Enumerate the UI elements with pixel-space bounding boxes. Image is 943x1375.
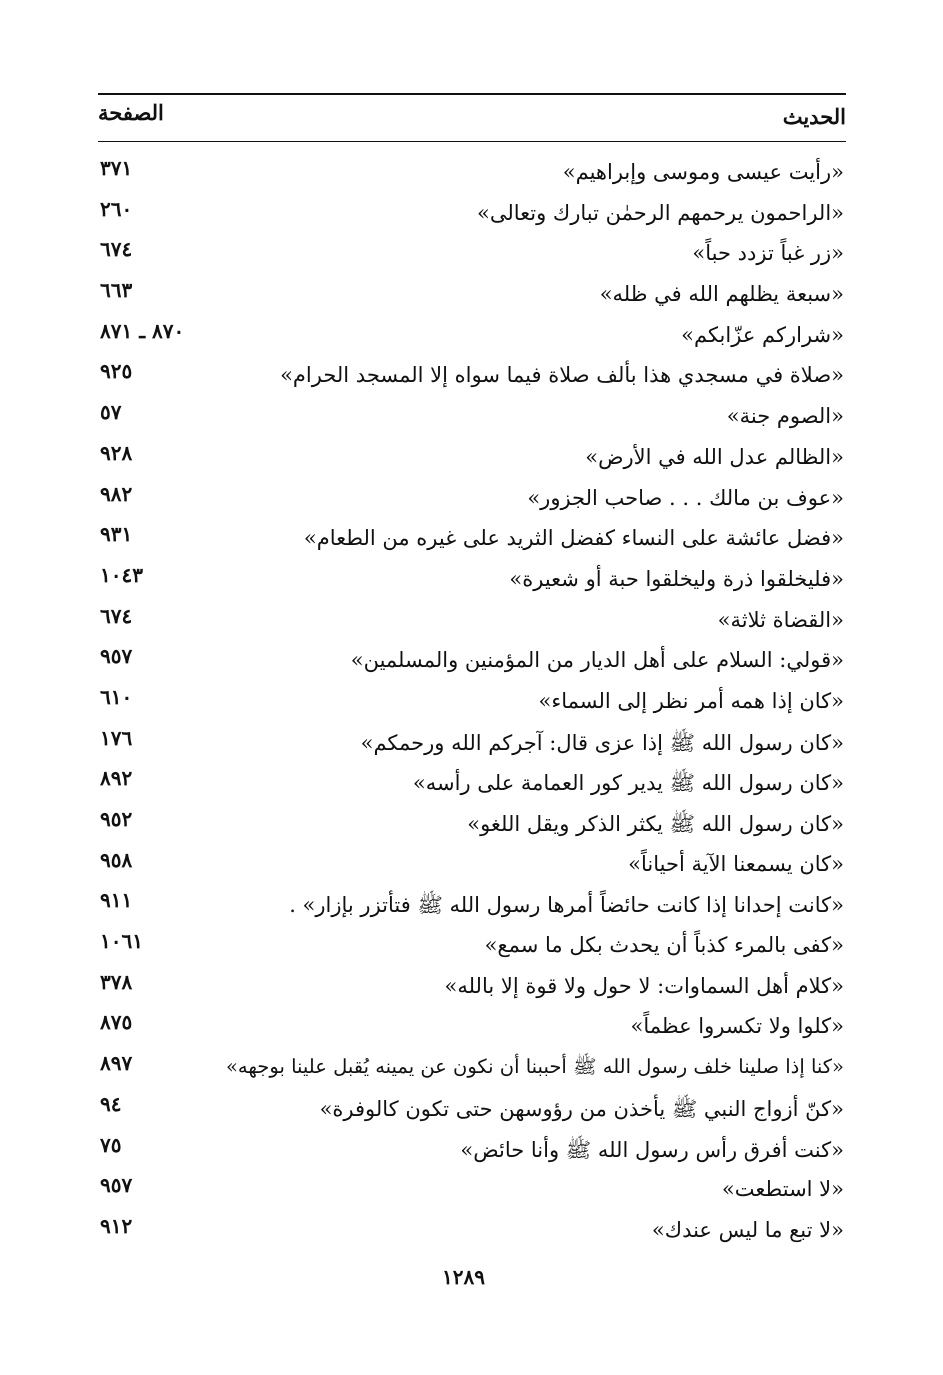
page-reference: ٣٧١ <box>100 156 133 180</box>
page-reference: ٩٢٨ <box>100 440 133 465</box>
list-item <box>98 195 846 236</box>
page-reference: ٨٩٢ <box>100 766 133 791</box>
hadith-text: «الظالم عدل الله في الأرض» <box>585 444 844 469</box>
hadith-column-header: الحديث <box>782 104 846 129</box>
table-header <box>98 98 846 138</box>
hadith-text: «كان رسول الله ﷺ يكثر الذكر ويقل اللغو» <box>467 812 844 836</box>
page-reference: ٩٣١ <box>100 522 133 547</box>
page-number: ١٢٨٩ <box>442 1265 485 1289</box>
page-reference: ٩٤ <box>100 1091 122 1116</box>
list-item <box>98 154 846 195</box>
list-item <box>98 927 846 968</box>
page-reference: ٩١١ <box>100 888 133 913</box>
hadith-text: «فليخلقوا ذرة وليخلقوا حبة أو شعيرة» <box>509 566 844 591</box>
list-item <box>98 1049 846 1090</box>
list-item <box>98 846 846 887</box>
hadith-text: «لا تبع ما ليس عندك» <box>651 1217 844 1242</box>
page-reference: ٨٧٠ ـ ٨٧١ <box>100 318 185 343</box>
list-item <box>98 805 846 846</box>
list-item <box>98 602 846 643</box>
hadith-text: «كان إذا همه أمر نظر إلى السماء» <box>538 688 844 713</box>
hadith-text: «قولي: السلام على أهل الديار من المؤمنين والمسلمين» <box>350 648 844 673</box>
hadith-text: «لا استطعت» <box>721 1177 844 1202</box>
list-item <box>98 520 846 561</box>
hadith-text: «كنا إذا صلينا خلف رسول الله ﷺ أحببنا أن نكون عن يمينه يُقبل علينا بوجهه» <box>225 1055 844 1079</box>
page-reference: ٦٦٣ <box>100 278 133 303</box>
list-item <box>98 1131 846 1172</box>
top-rule <box>98 93 846 95</box>
hadith-text: «كفى بالمرء كذباً أن يحدث بكل ما سمع» <box>484 933 844 958</box>
list-item <box>98 561 846 602</box>
page-reference: ٩٢٥ <box>100 359 133 384</box>
hadith-text: «عوف بن مالك . . . صاحب الجزور» <box>527 485 844 510</box>
page-reference: ١٠٤٣ <box>100 562 143 587</box>
page-footer <box>0 1265 943 1289</box>
list-item <box>98 764 846 805</box>
list-item <box>98 480 846 521</box>
page-reference: ٦٧٤ <box>100 237 133 262</box>
hadith-text: «كان رسول الله ﷺ إذا عزى قال: آجركم الله ورحمكم» <box>360 730 844 755</box>
list-item <box>98 1171 846 1212</box>
hadith-text: «زر غباً تزدد حباً» <box>692 241 844 266</box>
list-item <box>98 1008 846 1049</box>
hadith-text: «كلوا ولا تكسروا عظماً» <box>630 1014 844 1039</box>
page-reference: ١٠٦١ <box>100 929 143 954</box>
hadith-text: «كان يسمعنا الآية أحياناً» <box>628 851 844 876</box>
hadith-text: «كان رسول الله ﷺ يدير كور العمامة على رأسه» <box>412 771 844 796</box>
hadith-text: «كنت أفرق رأس رسول الله ﷺ وأنا حائض» <box>460 1137 844 1162</box>
page-reference: ٩٥٧ <box>100 644 133 669</box>
page-reference: ٩٥٧ <box>100 1173 133 1198</box>
hadith-text: «القضاة ثلاثة» <box>717 607 844 632</box>
hadith-text: «سبعة يظلهم الله في ظله» <box>599 282 844 307</box>
list-item <box>98 317 846 358</box>
page-reference: ٣٧٨ <box>100 969 133 994</box>
list-item <box>98 886 846 927</box>
hadith-text: «كلام أهل السماوات: لا حول ولا قوة إلا بالله» <box>444 973 844 998</box>
page-reference: ٦٧٤ <box>100 603 133 628</box>
list-item <box>98 1090 846 1131</box>
page-reference: ٨٩٧ <box>100 1051 133 1076</box>
page-reference: ٦١٠ <box>100 684 133 709</box>
page-column-header: الصفحة <box>98 100 164 125</box>
list-item <box>98 642 846 683</box>
list-item <box>98 235 846 276</box>
page-reference: ٩٥٨ <box>100 847 133 872</box>
page-reference: ١٧٦ <box>100 725 133 750</box>
page-reference: ٩٨٢ <box>100 481 133 506</box>
list-item <box>98 683 846 724</box>
list-item <box>98 398 846 439</box>
page-reference: ٩١٢ <box>100 1213 133 1238</box>
list-item <box>98 724 846 765</box>
hadith-text: «شراركم عزّابكم» <box>681 322 844 347</box>
list-item <box>98 276 846 317</box>
list-item <box>98 968 846 1009</box>
page-reference: ٥٧ <box>100 400 122 425</box>
hadith-index-list <box>98 154 846 1253</box>
hadith-text: «كنّ أزواج النبي ﷺ يأخذن من رؤوسهن حتى تكون كالوفرة» <box>319 1096 844 1121</box>
hadith-text: «صلاة في مسجدي هذا بألف صلاة فيما سواه إلا المسجد الحرام» <box>280 363 844 388</box>
hadith-text: «كانت إحدانا إذا كانت حائضاً أمرها رسول الله ﷺ فتأتزر بإزار» . <box>289 893 844 918</box>
page-reference: ٨٧٥ <box>100 1010 133 1035</box>
header-rule <box>98 141 846 142</box>
page-reference: ٩٥٢ <box>100 807 133 831</box>
hadith-text: «رأيت عيسى وموسى وإبراهيم» <box>562 160 844 184</box>
page-reference: ٢٦٠ <box>100 196 133 221</box>
list-item <box>98 357 846 398</box>
hadith-text: «الصوم جنة» <box>726 404 844 429</box>
page-reference: ٧٥ <box>100 1132 122 1157</box>
hadith-text: «الراحمون يرحمهم الرحمٰن تبارك وتعالى» <box>476 200 844 225</box>
list-item <box>98 1212 846 1253</box>
list-item <box>98 439 846 480</box>
hadith-text: «فضل عائشة على النساء كفضل الثريد على غيره من الطعام» <box>303 526 844 551</box>
